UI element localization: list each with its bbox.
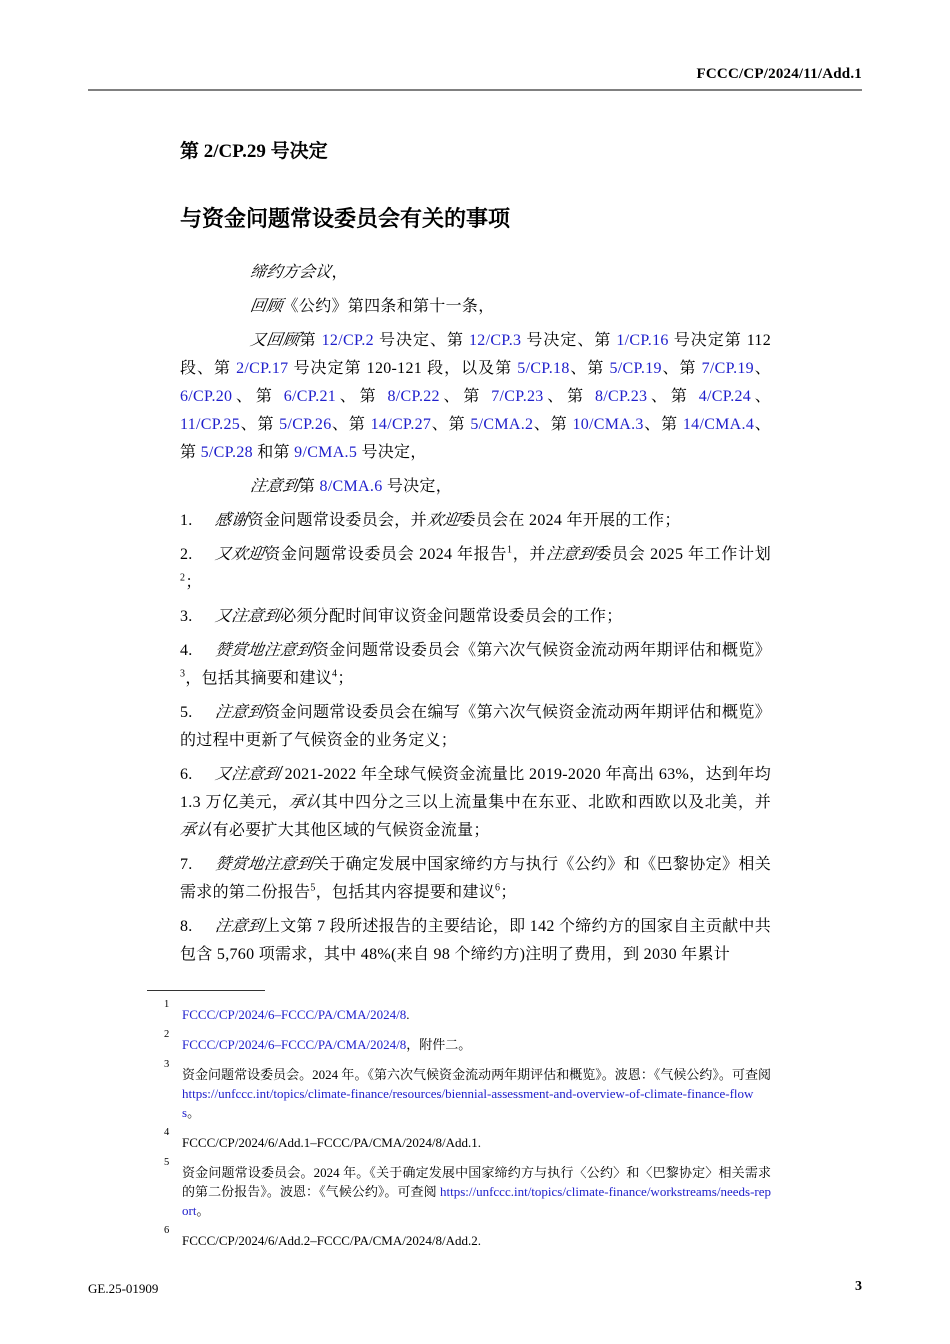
text-run: 资金问题常设委员会在编写《第六次气候资金流动两年期评估和概览》的过程中更新了气候资金的业务定义； <box>180 704 771 749</box>
page-number: 3 <box>855 1279 862 1294</box>
paragraph-number: 7. <box>180 856 193 873</box>
document-link[interactable]: 10/CMA.3 <box>572 416 644 433</box>
footnote: 6 FCCC/CP/2024/6/Add.2–FCCC/PA/CMA/2024/8/Add.2. <box>164 1225 481 1248</box>
text-run: 委员会在 2024 年开展的工作； <box>459 512 681 529</box>
text-run: 、第 <box>232 388 284 405</box>
text-run: 必须分配时间审议资金问题常设委员会的工作； <box>280 608 623 625</box>
text-run: ； <box>500 884 517 901</box>
document-link[interactable]: https://unfccc.int/topics/climate-finance/resources/biennial-assessment-and-overview-of-climate-finance-flows <box>182 1086 754 1120</box>
document-link[interactable]: 1/CP.16 <box>616 332 669 349</box>
document-link[interactable]: 12/CP.2 <box>321 332 374 349</box>
text-run: 资金问题常设委员会。2024 年。《关于确定发展中国家缔约方与执行〈公约〉和〈巴黎协定〉相关需求的第二份报告》。波恩：《气候公约》。可查阅 <box>182 1165 771 1199</box>
footnote: 5 资金问题常设委员会。2024 年。《关于确定发展中国家缔约方与执行〈公约〉和〈巴黎协定〉相关需求的第二份报告》。波恩：《气候公约》。可查阅 https://unfccc.int/topics/climate-finance/workstreams/needs-report。 <box>164 1157 771 1218</box>
text-run: 、第 <box>180 416 772 461</box>
emphasis-text: 赞赏地注意到 <box>213 856 315 873</box>
text-run: 第 <box>298 478 320 495</box>
decision-number-title: 第 2/CP.29 号决定 <box>180 141 328 162</box>
text-run: ，包括其摘要和建议 <box>185 670 333 687</box>
text-run: 资金问题常设委员会《第六次气候资金流动两年期评估和概览》 <box>312 642 771 659</box>
emphasis-text: 缔约方会议 <box>248 264 333 281</box>
paragraph <box>180 327 771 467</box>
footnote: 4 FCCC/CP/2024/6/Add.1–FCCC/PA/CMA/2024/8/Add.1. <box>164 1127 481 1150</box>
text-run: ； <box>337 670 354 687</box>
text-run: 号决定， <box>357 444 427 461</box>
text-run: 第 <box>298 332 322 349</box>
text-run: ，包括其内容提要和建议 <box>315 884 496 901</box>
paragraph <box>180 913 771 969</box>
emphasis-text: 又欢迎 <box>213 546 266 563</box>
header-rule <box>88 89 862 91</box>
document-link[interactable]: 7/CP.23 <box>491 388 544 405</box>
emphasis-text: 注意到 <box>544 546 597 563</box>
text-run: 委员会 2025 年工作计划 <box>594 546 771 563</box>
text-run: 上文第 7 段所述报告的主要结论，即 142 个缔约方的国家自主贡献中共包含 5,760 项需求，其中 48%(来自 98 个缔约方)注明了费用，到 2030 年累计 <box>180 918 771 963</box>
text-run: ， <box>331 264 348 281</box>
emphasis-text: 承认 <box>287 794 323 811</box>
paragraph <box>180 293 771 321</box>
emphasis-text: 注意到 <box>248 478 301 495</box>
text-run: 、 <box>753 360 771 377</box>
footnote-separator <box>147 990 265 991</box>
text-run: 、第 <box>647 388 699 405</box>
text-run: 、第 <box>331 416 371 433</box>
text-run: FCCC/CP/2024/6/Add.1–FCCC/PA/CMA/2024/8/Add.1. <box>182 1135 481 1150</box>
footnote: 2 FCCC/CP/2024/6–FCCC/PA/CMA/2024/8，附件二。 <box>164 1029 472 1052</box>
paragraph <box>180 507 771 535</box>
text-run: ，附件二。 <box>406 1037 472 1052</box>
document-link[interactable]: 7/CP.19 <box>701 360 754 377</box>
emphasis-text: 承认 <box>178 822 214 839</box>
document-link[interactable]: https://unfccc.int/topics/climate-finance/workstreams/needs-report <box>182 1184 771 1218</box>
emphasis-text: 注意到 <box>213 704 266 721</box>
footnote-ref: 6 <box>495 882 501 894</box>
document-link[interactable]: 14/CP.27 <box>370 416 432 433</box>
paragraph <box>180 603 771 631</box>
document-symbol: FCCC/CP/2024/11/Add.1 <box>696 66 862 82</box>
text-run: 、第 <box>569 360 610 377</box>
paragraph-number: 1. <box>180 512 193 529</box>
footnote-ref: 2 <box>180 572 186 584</box>
document-link[interactable]: 8/CMA.6 <box>319 478 383 495</box>
text-run: 、第 <box>439 388 492 405</box>
text-run: 。 <box>187 1105 201 1120</box>
document-link[interactable]: 9/CMA.5 <box>294 444 358 461</box>
text-run: 资金问题常设委员会。2024 年。《第六次气候资金流动两年期评估和概览》。波恩：《气候公约》。可查阅 <box>182 1067 771 1082</box>
paragraph <box>180 699 771 755</box>
paragraph <box>180 637 771 693</box>
text-run: 、第 <box>533 416 573 433</box>
document-link[interactable]: 5/CP.26 <box>279 416 332 433</box>
document-link[interactable]: 14/CMA.4 <box>682 416 755 433</box>
document-link[interactable]: 4/CP.24 <box>698 388 752 405</box>
text-run: 。 <box>196 1203 210 1218</box>
document-reference-number: GE.25-01909 <box>88 1281 159 1296</box>
paragraph <box>180 851 771 907</box>
text-run: 、第 <box>661 360 702 377</box>
document-link[interactable]: 5/CP.18 <box>517 360 570 377</box>
text-run: 号决定、第 <box>373 332 469 349</box>
document-link[interactable]: 8/CP.23 <box>595 388 648 405</box>
text-run: 号决定， <box>382 478 453 495</box>
document-link[interactable]: FCCC/CP/2024/6–FCCC/PA/CMA/2024/8 <box>182 1007 407 1022</box>
paragraph-number: 3. <box>180 608 193 625</box>
paragraph <box>180 761 771 845</box>
text-run: 、第 <box>336 388 388 405</box>
emphasis-text: 赞赏地注意到 <box>213 642 315 659</box>
emphasis-text: 感谢 <box>213 512 249 529</box>
text-run: 其中四分之三以上流量集中在东亚、北欧和西欧以及北美，并 <box>321 794 771 811</box>
footnote-ref: 5 <box>310 882 316 894</box>
text-run: 和第 <box>252 444 295 461</box>
decision-subject-title: 与资金问题常设委员会有关的事项 <box>180 206 511 231</box>
footnotes-list <box>147 999 771 1250</box>
document-link[interactable]: 2/CP.17 <box>236 360 289 377</box>
text-run: 号决定、第 <box>521 332 617 349</box>
text-run: 、 <box>751 388 772 405</box>
document-link[interactable]: 5/CP.19 <box>609 360 662 377</box>
text-run: 有必要扩大其他区域的气候资金流量； <box>212 822 490 839</box>
footnote: 3 资金问题常设委员会。2024 年。《第六次气候资金流动两年期评估和概览》。波恩：《气候公约》。可查阅 https://unfccc.int/topics/climate-finance/resources/biennial-assessment-and-overview-of-climate-finance-flows。 <box>164 1059 771 1120</box>
paragraph <box>180 541 771 597</box>
emphasis-text: 又注意到 <box>213 766 282 783</box>
document-link[interactable]: FCCC/CP/2024/6–FCCC/PA/CMA/2024/8 <box>182 1037 407 1052</box>
paragraph-number: 4. <box>180 642 193 659</box>
text-run: FCCC/CP/2024/6/Add.2–FCCC/PA/CMA/2024/8/Add.2. <box>182 1233 481 1248</box>
document-link[interactable]: 11/CP.25 <box>180 416 241 433</box>
text-run: 、第 <box>240 416 280 433</box>
text-run: 资金问题常设委员会 2024 年报告 <box>263 546 508 563</box>
emphasis-text: 欢迎 <box>425 512 461 529</box>
footnote-ref: 4 <box>332 668 338 680</box>
document-link[interactable]: 5/CMA.2 <box>470 416 534 433</box>
document-link[interactable]: 12/CP.3 <box>468 332 522 349</box>
text-run: 、第 <box>543 388 595 405</box>
text-run: 《公约》第四条和第十一条， <box>282 298 495 315</box>
text-run: 号决定第 112 段、第 <box>180 332 772 377</box>
text-run: 关于确定发展中国家缔约方与执行《公约》和《巴黎协定》相关需求的第二份报告 <box>180 856 771 901</box>
document-link[interactable]: 5/CP.28 <box>200 444 253 461</box>
paragraph-number: 5. <box>180 704 193 721</box>
document-link[interactable]: 6/CP.20 <box>180 388 233 405</box>
emphasis-text: 又回顾 <box>248 332 301 349</box>
footnote: 1 FCCC/CP/2024/6–FCCC/PA/CMA/2024/8. <box>164 999 410 1022</box>
emphasis-text: 注意到 <box>213 918 266 935</box>
footnotes-section <box>147 990 771 1261</box>
paragraph-number: 8. <box>180 918 193 935</box>
text-run: 、第 <box>643 416 683 433</box>
text-run: ，并 <box>512 546 547 563</box>
emphasis-text: 又注意到 <box>213 608 282 625</box>
text-run: 资金问题常设委员会，并 <box>247 512 427 529</box>
text-run: 号决定第 120-121 段，以及第 <box>288 360 518 377</box>
text-run: ； <box>185 574 202 591</box>
emphasis-text: 回顾 <box>248 298 284 315</box>
document-link[interactable]: 6/CP.21 <box>283 388 337 405</box>
document-link[interactable]: 8/CP.22 <box>387 388 440 405</box>
document-content <box>180 140 771 975</box>
footnote-ref: 1 <box>507 544 513 556</box>
text-run: 、第 <box>431 416 471 433</box>
paragraph-number: 6. <box>180 766 193 783</box>
text-run: . <box>406 1007 410 1022</box>
paragraph <box>180 473 771 501</box>
footnote-ref: 3 <box>180 668 186 680</box>
paragraph <box>180 259 771 287</box>
text-run: 2021-2022 年全球气候资金流量比 2019-2020 年高出 63%，达到年均 1.3 万亿美元， <box>180 766 771 811</box>
document-body <box>180 259 771 969</box>
paragraph-number: 2. <box>180 546 193 563</box>
